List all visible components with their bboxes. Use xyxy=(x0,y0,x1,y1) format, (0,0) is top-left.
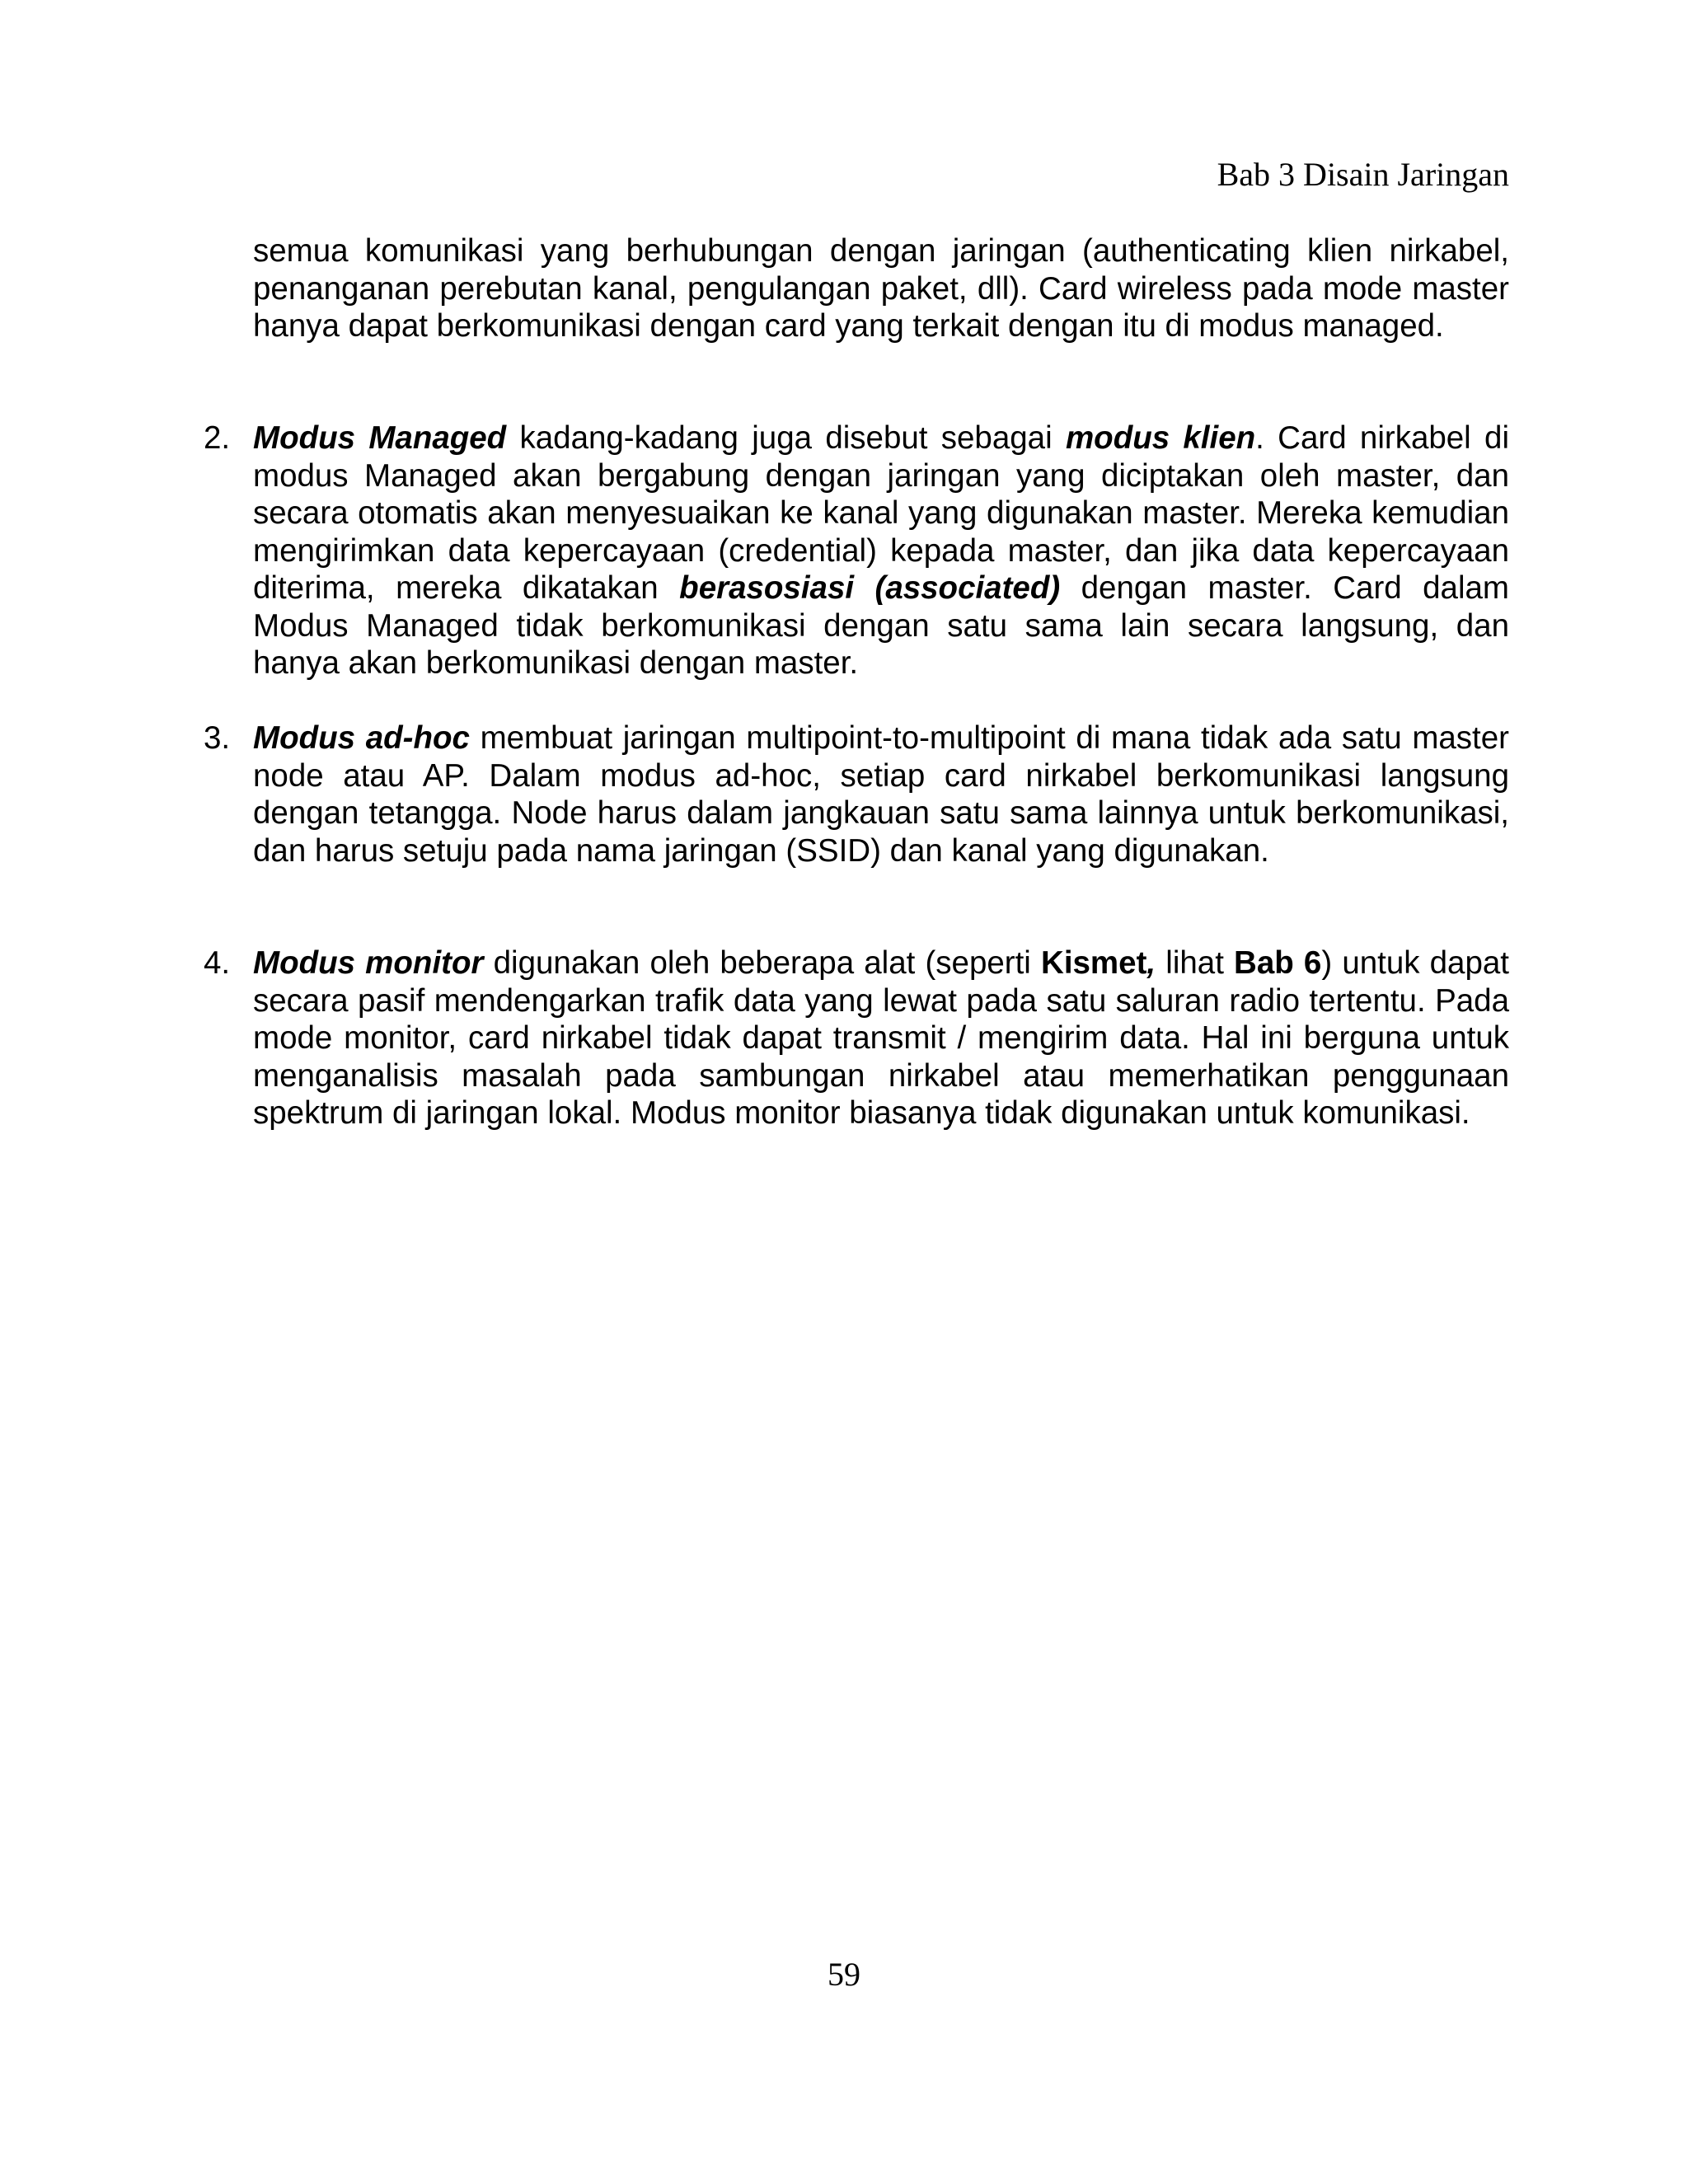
list-number: 3. xyxy=(204,720,231,756)
text-segment: dengan master. Card dalam Modus Managed tidak berkomunikasi dengan satu sama lain secara langsung, dan hanya akan berkomunikasi dengan master. xyxy=(253,570,1509,681)
intro-paragraph-block xyxy=(253,232,1509,345)
running-header: Bab 3 Disain Jaringan xyxy=(1217,156,1509,193)
list-number: 2. xyxy=(204,420,231,456)
list-item-text xyxy=(253,944,1509,1132)
term-bab-6: Bab 6 xyxy=(1234,945,1322,981)
list-item-text xyxy=(253,419,1509,682)
text-segment: kadang-kadang juga disebut sebagai xyxy=(506,420,1066,456)
intro-paragraph: semua komunikasi yang berhubungan dengan jaringan (authenticating klien nirkabel, penanganan perebutan kanal, pengulangan paket, dll). Card wireless pada mode master hanya dapat berkomunikasi dengan card yang terkait dengan itu di modus managed. xyxy=(253,233,1509,344)
term-modus-adhoc: Modus ad-hoc xyxy=(253,720,470,756)
list-item-text xyxy=(253,719,1509,869)
term-modus-klien: modus klien xyxy=(1065,420,1256,456)
term-modus-monitor: Modus monitor xyxy=(253,945,484,981)
text-segment: membuat jaringan multipoint-to-multipoint di mana tidak ada satu master node atau AP. Dalam modus ad-hoc, setiap card nirkabel berkomunikasi langsung dengan tetangga. Node harus dalam jangkauan satu sama lainnya untuk berkomunikasi, dan harus setuju pada nama jaringan (SSID) dan kanal yang digunakan. xyxy=(253,720,1509,869)
text-segment: . Card nirkabel di modus Managed akan bergabung dengan jaringan yang diciptakan oleh master, dan secara otomatis akan menyesuaikan ke kanal yang digunakan master. Mereka kemudian mengirimkan data kepercayaan (credential) kepada master, dan jika data kepercayaan diterima, mereka dikatakan xyxy=(253,420,1509,606)
term-berasosiasi: berasosiasi (associated) xyxy=(679,570,1061,606)
text-segment: digunakan oleh beberapa alat (seperti xyxy=(483,945,1042,981)
term-modus-managed: Modus Managed xyxy=(253,420,507,456)
text-segment: ) untuk dapat secara pasif mendengarkan trafik data yang lewat pada satu saluran radio tertentu. Pada mode monitor, card nirkabel tidak dapat transmit / mengirim data. Hal ini berguna untuk menganalisis masalah pada sambungan nirkabel atau memerhatikan penggunaan spektrum di jaringan lokal. Modus monitor biasanya tidak digunakan untuk komunikasi. xyxy=(253,945,1509,1131)
comma-italic: , xyxy=(1146,945,1156,981)
term-kismet: Kismet xyxy=(1041,945,1147,981)
text-segment: lihat xyxy=(1156,945,1235,981)
list-number: 4. xyxy=(204,945,231,981)
page-number: 59 xyxy=(828,1956,860,1993)
